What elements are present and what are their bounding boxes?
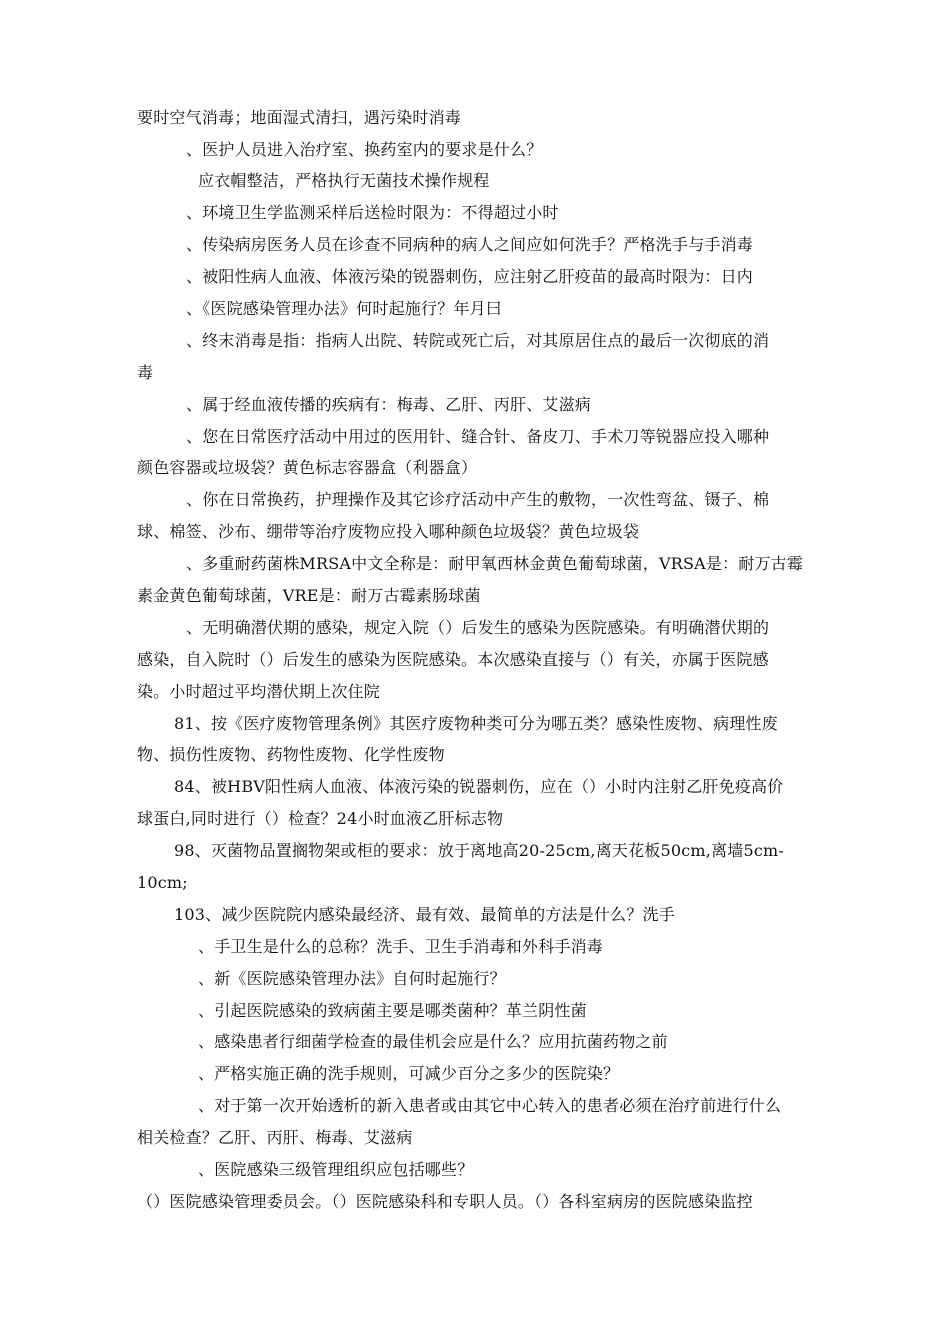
text-line: 、手卫生是什么的总称？洗手、卫生手消毒和外科手消毒 <box>198 937 604 956</box>
text-line: 、多重耐药菌株MRSA中文全称是：耐甲氧西林金黄色葡萄球菌，VRSA是：耐万古霉 <box>186 554 804 573</box>
text-line: 要时空气消毒；地面湿式清扫，遇污染时消毒 <box>137 108 462 127</box>
text-line: 、严格实施正确的洗手规则，可减少百分之多少的医院染？ <box>198 1064 620 1083</box>
text-line: 、终末消毒是指：指病人出院、转院或死亡后，对其原居住点的最后一次彻底的消 <box>186 331 770 350</box>
text-line: 、被阳性病人血液、体液污染的锐器刺伤，应注射乙肝疫苗的最高时限为：日内 <box>186 267 754 286</box>
text-line: （）医院感染管理委员会。（）医院感染科和专职人员。（）各科室病房的医院感染监控 <box>137 1192 753 1211</box>
text-line: 染。小时超过平均潜伏期上次住院 <box>137 682 381 701</box>
text-line: 、医护人员进入治疗室、换药室内的要求是什么？ <box>186 140 543 159</box>
text-line: 颜色容器或垃圾袋？黄色标志容器盒（利器盒） <box>137 458 478 477</box>
text-line: 球蛋白,同时进行（）检查？24小时血液乙肝标志物 <box>137 809 504 828</box>
text-line: 、属于经血液传播的疾病有：梅毒、乙肝、丙肝、艾滋病 <box>186 395 592 414</box>
text-line: 84、被HBV阳性病人血液、体液污染的锐器刺伤，应在（）小时内注射乙肝免疫高价 <box>174 777 784 796</box>
text-line: 、引起医院感染的致病菌主要是哪类菌种？革兰阴性菌 <box>198 1001 587 1020</box>
text-line: 、您在日常医疗活动中用过的医用针、缝合针、备皮刀、手术刀等锐器应投入哪种 <box>186 427 770 446</box>
text-line: 应衣帽整洁，严格执行无菌技术操作规程 <box>198 171 490 190</box>
text-line: 、无明确潜伏期的感染，规定入院（）后发生的感染为医院感染。有明确潜伏期的 <box>186 618 770 637</box>
text-line: 球、棉签、沙布、绷带等治疗废物应投入哪种颜色垃圾袋？黄色垃圾袋 <box>137 522 640 541</box>
text-line: 、你在日常换药，护理操作及其它诊疗活动中产生的敷物，一次性弯盆、镊子、棉 <box>186 490 770 509</box>
text-line: 10cm; <box>137 873 188 892</box>
text-line: 98、灭菌物品置搁物架或柜的要求：放于离地高20-25cm,离天花板50cm,离墙5cm- <box>174 841 785 860</box>
text-line: 、传染病房医务人员在诊查不同病种的病人之间应如何洗手？严格洗手与手消毒 <box>186 235 754 254</box>
text-line: 81、按《医疗废物管理条例》其医疗废物种类可分为哪五类？感染性废物、病理性废 <box>174 714 778 733</box>
text-line: 、新《医院感染管理办法》自何时起施行？ <box>198 969 506 988</box>
text-line: 感染，自入院时（）后发生的感染为医院感染。本次感染直接与（）有关，亦属于医院感 <box>137 650 769 669</box>
text-line: 、《医院感染管理办法》何时起施行？年月曰 <box>186 299 503 318</box>
text-line: 103、减少医院院内感染最经济、最有效、最简单的方法是什么？洗手 <box>174 905 675 924</box>
text-line: 、感染患者行细菌学检查的最佳机会应是什么？应用抗菌药物之前 <box>198 1032 668 1051</box>
text-line: 相关检查？乙肝、丙肝、梅毒、艾滋病 <box>137 1128 413 1147</box>
text-line: 、对于第一次开始透析的新入患者或由其它中心转入的患者必须在治疗前进行什么 <box>198 1096 782 1115</box>
text-line: 毒 <box>137 363 154 382</box>
text-line: 、环境卫生学监测采样后送检时限为：不得超过小时 <box>186 203 559 222</box>
text-line: 、医院感染三级管理组织应包括哪些？ <box>198 1160 474 1179</box>
text-line: 物、损伤性废物、药物性废物、化学性废物 <box>137 745 445 764</box>
text-line: 素金黄色葡萄球菌，VRE是：耐万古霉素肠球菌 <box>137 586 481 605</box>
